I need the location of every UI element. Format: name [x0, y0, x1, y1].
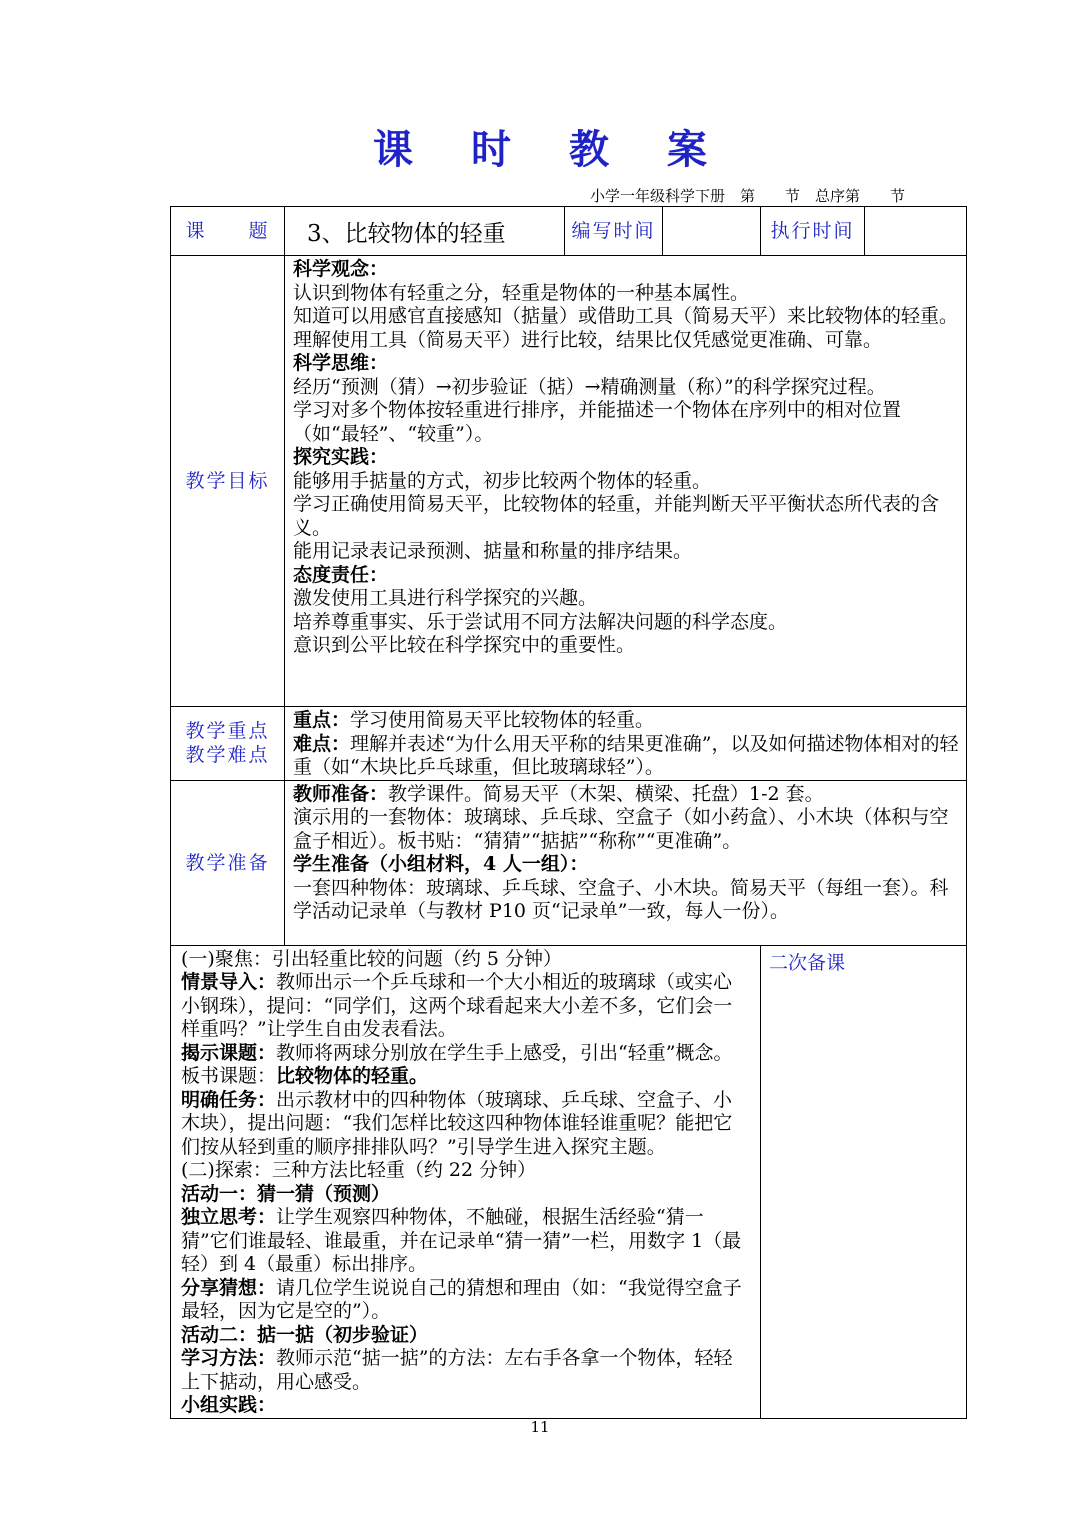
objective-heading: 态度责任：: [293, 563, 389, 586]
objective-line: 认识到物体有轻重之分，轻重是物体的一种基本属性。: [293, 281, 750, 304]
student-prep-items: 一套四种物体：玻璃球、乒乓球、空盒子、小木块。简易天平（每组一套）。科学活动记录单（与教材 P10 页“记录单”一致，每人一份）。: [293, 876, 949, 922]
a2-method: 学习方法：教师示范“掂一掂”的方法：左右手各拿一个物体，轻轻上下掂动，用心感受。: [181, 1347, 733, 1393]
keypoints-row: [171, 707, 967, 781]
topic-label: 课 题: [171, 207, 285, 256]
objective-line: 经历“预测（猜）→初步验证（掂）→精确测量（称）”的科学探究过程。: [293, 375, 886, 398]
prep-label: 教学准备: [171, 780, 285, 945]
s1-topic: 揭示课题：教师将两球分别放在学生手上感受，引出“轻重”概念。板书课题：比较物体的轻重。: [181, 1041, 733, 1087]
difficulty-point: 难点：理解并表述“为什么用天平称的结果更准确”，以及如何描述物体相对的轻重（如“木块比乒乓球重，但比玻璃球轻”）。: [293, 732, 959, 778]
second-prep-column: [761, 945, 967, 1418]
process-row: [171, 945, 967, 1418]
doc-title: 课时教案: [373, 126, 765, 173]
difficulty-label: 教学难点: [185, 744, 270, 767]
exec-time-label: 执行时间: [761, 207, 865, 256]
student-prep-title: 学生准备（小组材料，4 人一组）：: [293, 853, 589, 875]
section-1-title: (一)聚焦：引出轻重比较的问题（约 5 分钟）: [181, 947, 562, 970]
objectives-row: [171, 256, 967, 707]
teacher-prep: 教师准备：教学课件。简易天平（木架、横梁、托盘）1-2 套。: [293, 782, 824, 805]
objective-heading: 科学观念：: [293, 258, 389, 280]
activity-1-title: 活动一：猜一猜（预测）: [181, 1182, 391, 1205]
objective-line: 理解使用工具（简易天平）进行比较，结果比仅凭感觉更准确、可靠。: [293, 328, 883, 351]
objective-line: 学习正确使用简易天平，比较物体的轻重，并能判断天平平衡状态所代表的含义。: [293, 493, 940, 539]
header-row: [171, 207, 967, 256]
activity-2-title: 活动二：掂一掂（初步验证）: [181, 1323, 429, 1346]
objective-line: 培养尊重事实、乐于尝试用不同方法解决问题的科学态度。: [293, 610, 788, 633]
objective-line: 能够用手掂量的方式，初步比较两个物体的轻重。: [293, 469, 712, 492]
objectives-content: [285, 256, 967, 707]
a2-practice: 小组实践：: [181, 1394, 277, 1416]
process-content: [171, 945, 761, 1418]
a1-think: 独立思考：让学生观察四种物体，不触碰，根据生活经验“猜一猜”它们谁最轻、谁最重，并在记录单“猜一猜”一栏，用数字 1（最轻）到 4（最重）标出排序。: [181, 1206, 742, 1275]
topic-value: 3、比较物体的轻重: [285, 207, 565, 256]
a1-share: 分享猜想：请几位学生说说自己的猜想和理由（如：“我觉得空盒子最轻，因为它是空的”）。: [181, 1276, 742, 1322]
objective-line: 学习对多个物体按轻重进行排序，并能描述一个物体在序列中的相对位置（如“最轻”、“较重”）。: [293, 399, 902, 445]
objective-line: 知道可以用感官直接感知（掂量）或借助工具（简易天平）来比较物体的轻重。: [293, 305, 959, 327]
prep-content: [285, 780, 967, 945]
exec-time-value: [865, 207, 967, 256]
s1-intro: 情景导入：教师出示一个乒乓球和一个大小相近的玻璃球（或实心小钢珠），提问：“同学们，这两个球看起来大小差不多，它们会一样重吗？”让学生自由发表看法。: [181, 971, 733, 1040]
second-prep-label: 二次备课: [769, 951, 846, 974]
subheader: 小学一年级科学下册 第 节 总序第 节: [590, 187, 906, 205]
objective-heading: 探究实践：: [293, 446, 389, 468]
s1-task: 明确任务：出示教材中的四种物体（玻璃球、乒乓球、空盒子、小木块），提出问题：“我们怎样比较这四种物体谁轻谁重呢？能把它们按从轻到重的顺序排排队吗？”引导学生进入探究主题。: [181, 1088, 733, 1158]
key-point: 重点：学习使用简易天平比较物体的轻重。: [293, 709, 655, 731]
write-time-value: [663, 207, 761, 256]
key-label: 教学重点: [185, 720, 270, 743]
objective-line: 激发使用工具进行科学探究的兴趣。: [293, 587, 598, 609]
keypoints-label: [171, 707, 285, 781]
prep-row: [171, 780, 967, 945]
write-time-label: 编写时间: [565, 207, 663, 256]
objective-heading: 科学思维：: [293, 352, 389, 374]
objective-line: 能用记录表记录预测、掂量和称量的排序结果。: [293, 540, 693, 562]
objectives-label: 教学目标: [171, 256, 285, 707]
keypoints-content: [285, 707, 967, 781]
teacher-prep-items: 演示用的一套物体：玻璃球、乒乓球、空盒子（如小药盒）、小木块（体积与空盒子相近）。板书贴：“猜猜”“掂掂”“称称”“更准确”。: [293, 806, 949, 852]
lesson-plan-table: [170, 206, 967, 1419]
page-number: 11: [530, 1418, 550, 1436]
objective-line: 意识到公平比较在科学探究中的重要性。: [293, 634, 636, 656]
section-2-title: (二)探索：三种方法比轻重（约 22 分钟）: [181, 1159, 537, 1181]
